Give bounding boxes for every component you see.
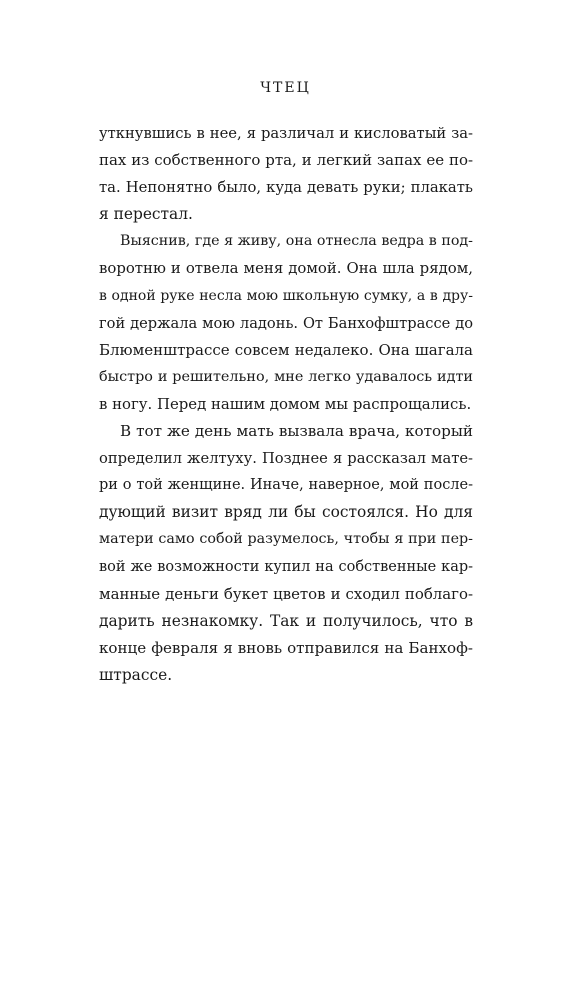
text-line: манные деньги букет цветов и сходил поблаго- — [99, 584, 473, 603]
text-line: уткнувшись в нее, я различал и кисловатый за- — [99, 125, 473, 142]
text-line: дарить незнакомку. Так и получилось, что в — [99, 611, 473, 630]
text-line: быстро и решительно, мне легко удавалось идти — [99, 368, 473, 385]
text-line: гой держала мою ладонь. От Банхофштрассе до — [99, 314, 473, 332]
text-line: дующий визит вряд ли бы состоялся. Но для — [99, 503, 473, 522]
text-line: воротню и отвела меня домой. Она шла рядом, — [99, 259, 473, 278]
text-line: в ногу. Перед нашим домом мы распрощались. — [99, 394, 472, 413]
text-line: Выяснив, где я живу, она отнесла ведра в под- — [120, 233, 473, 250]
text-line: вой же возможности купил на собственные кар- — [99, 558, 473, 575]
text-line: штрассе. — [99, 665, 173, 684]
text-line: в одной руке несла мою школьную сумку, а в дру- — [99, 287, 473, 304]
text-line: матери само собой разумелось, чтобы я при пер- — [99, 531, 473, 548]
running-head: ЧТЕЦ — [260, 80, 311, 96]
text-line: Блюменштрассе совсем недалеко. Она шагала — [99, 340, 473, 359]
text-line: я перестал. — [99, 205, 193, 224]
text-line: та. Непонятно было, куда девать руки; плакать — [99, 179, 473, 197]
text-line: конце февраля я вновь отправился на Банхоф- — [99, 638, 473, 657]
body-text — [99, 120, 473, 689]
text-line: ри о той женщине. Иначе, наверное, мой после- — [99, 477, 473, 494]
text-line: определил желтуху. Позднее я рассказал мате- — [99, 450, 473, 468]
text-line: В тот же день мать вызвала врача, который — [120, 422, 473, 441]
text-line: пах из собственного рта, и легкий запах ее по- — [99, 151, 473, 170]
